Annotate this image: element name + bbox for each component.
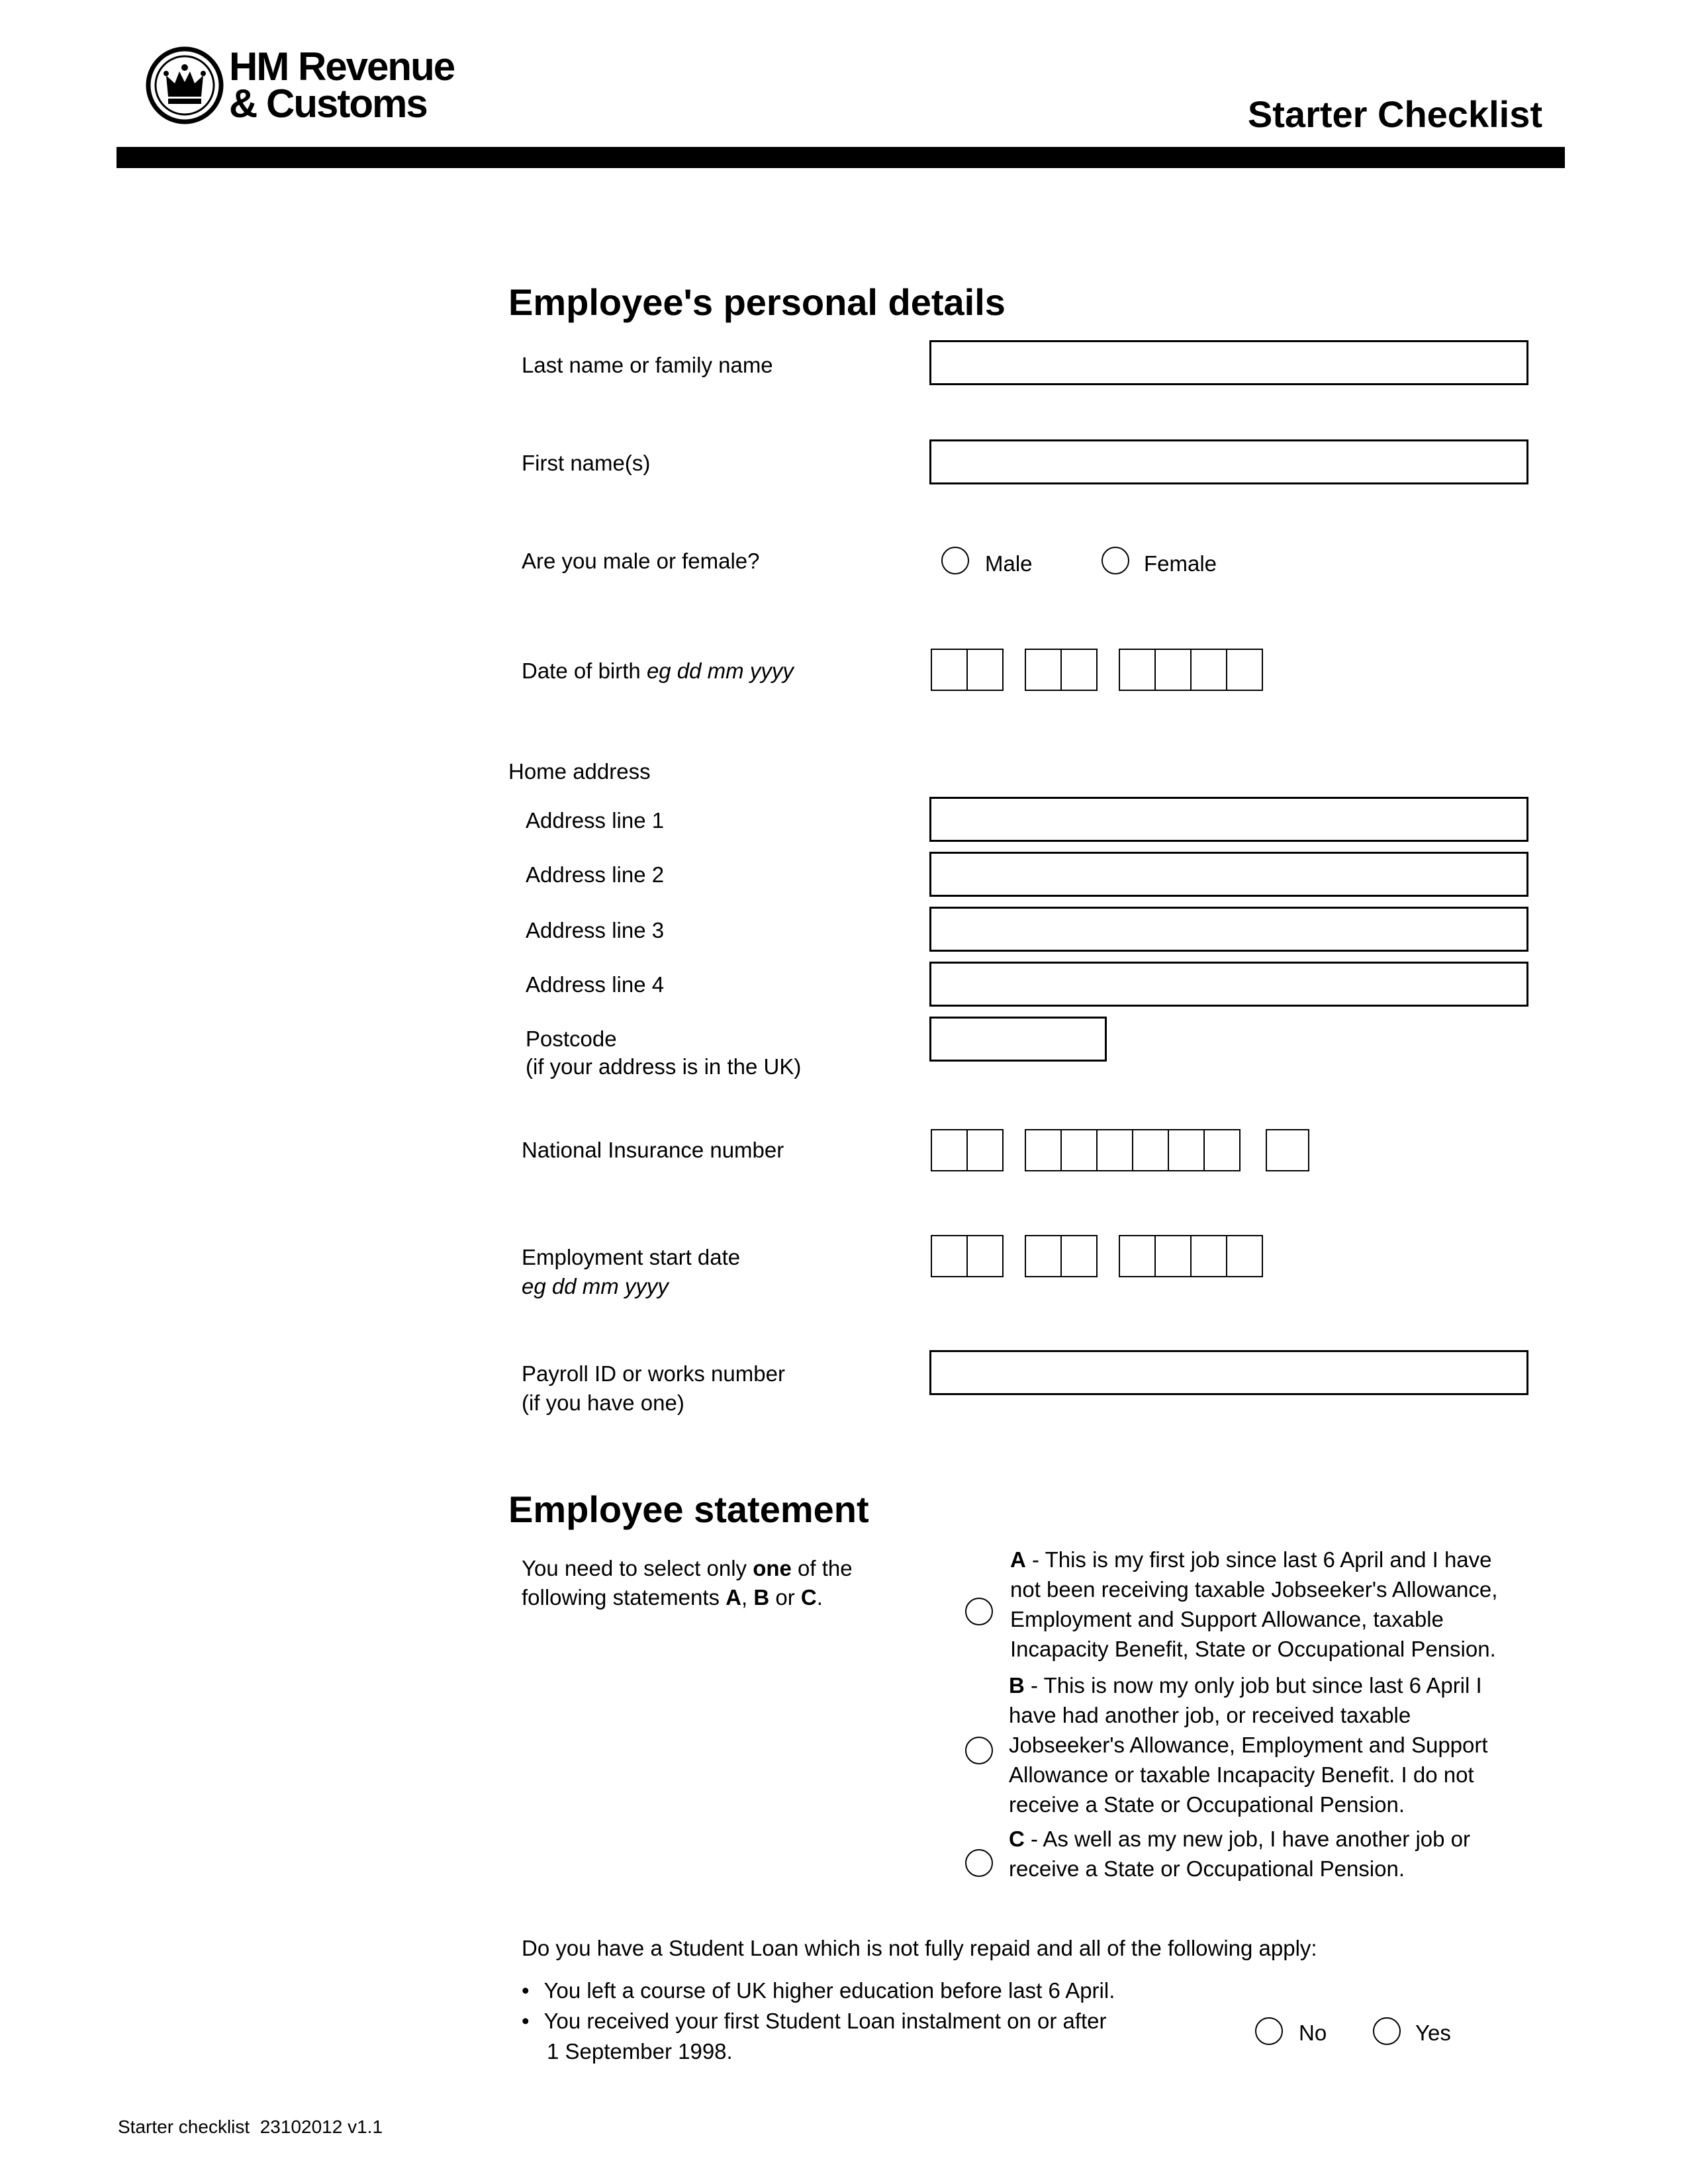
student-loan-yes-radio[interactable]	[1373, 2017, 1401, 2045]
footer-version: Starter checklist 23102012 v1.1	[118, 2116, 383, 2137]
address-line-2-label: Address line 2	[526, 862, 665, 887]
first-name-label: First name(s)	[522, 451, 651, 475]
start-month-cell[interactable]	[1060, 1235, 1098, 1277]
intro-text: or	[769, 1585, 801, 1610]
last-name-field[interactable]	[929, 340, 1528, 385]
address-line-3-field[interactable]	[929, 907, 1528, 952]
bullet-icon: •	[522, 2009, 530, 2033]
address-line-4-field[interactable]	[929, 962, 1528, 1007]
dob-year-cell[interactable]	[1226, 649, 1263, 691]
student-loan-question: Do you have a Student Loan which is not fully repaid and all of the following apply:	[522, 1936, 1317, 1960]
statement-text: - This is my first job since last 6 April and I have	[1025, 1547, 1492, 1572]
ni-digit-cell[interactable]	[1168, 1129, 1205, 1171]
dob-year-cell[interactable]	[1154, 649, 1192, 691]
student-loan-no-label: No	[1299, 2021, 1327, 2045]
statement-line: Employment and Support Allowance, taxable	[1010, 1607, 1444, 1631]
logo-text-line1: HM Revenue	[229, 44, 455, 89]
statement-b-text	[1009, 1670, 1488, 1819]
last-name-label: Last name or family name	[522, 353, 773, 377]
payroll-hint: (if you have one)	[522, 1390, 684, 1415]
intro-text: ,	[741, 1585, 754, 1610]
statement-letter: B	[1009, 1673, 1025, 1698]
intro-text: .	[816, 1585, 823, 1610]
statement-intro-line2	[522, 1583, 853, 1612]
statement-letter: C	[1009, 1827, 1025, 1851]
bullet-text: You received your first Student Loan instalment on or after	[543, 2009, 1107, 2033]
first-name-field[interactable]	[929, 439, 1528, 484]
dob-month-cell[interactable]	[1060, 649, 1098, 691]
statement-line: Allowance or taxable Incapacity Benefit. I do not	[1009, 1762, 1474, 1787]
intro-letter: A	[726, 1585, 741, 1610]
statement-b-radio[interactable]	[965, 1737, 993, 1764]
address-line-1-label: Address line 1	[526, 808, 665, 833]
postcode-label: Postcode	[526, 1026, 617, 1051]
header-rule	[117, 147, 1565, 168]
statement-c-radio[interactable]	[965, 1849, 993, 1877]
gender-male-radio[interactable]	[941, 547, 969, 574]
gender-female-label: Female	[1144, 551, 1217, 576]
ni-prefix-cell[interactable]	[966, 1129, 1004, 1171]
dob-month-cell[interactable]	[1025, 649, 1062, 691]
address-line-4-label: Address line 4	[526, 972, 665, 997]
start-date-hint: eg dd mm yyyy	[522, 1274, 669, 1298]
ni-digit-cell[interactable]	[1096, 1129, 1133, 1171]
start-day-cell[interactable]	[931, 1235, 968, 1277]
statement-line	[1010, 1545, 1497, 1574]
bullet-text: You left a course of UK higher education before last 6 April.	[543, 1978, 1115, 2003]
gender-female-radio[interactable]	[1102, 547, 1129, 574]
ni-digit-cell[interactable]	[1132, 1129, 1169, 1171]
crown-crest-icon	[144, 45, 225, 126]
postcode-field[interactable]	[929, 1017, 1107, 1062]
logo-text-line2: & Customs	[229, 81, 427, 126]
home-address-label: Home address	[508, 759, 651, 784]
start-year-cell[interactable]	[1119, 1235, 1156, 1277]
section-heading-employee-statement: Employee statement	[508, 1488, 869, 1530]
gender-male-label: Male	[985, 551, 1033, 576]
start-year-cell[interactable]	[1154, 1235, 1192, 1277]
address-line-2-field[interactable]	[929, 852, 1528, 897]
start-day-cell[interactable]	[966, 1235, 1004, 1277]
statement-a-radio[interactable]	[965, 1598, 993, 1625]
student-loan-bullet-2-cont: 1 September 1998.	[547, 2039, 733, 2064]
payroll-field[interactable]	[929, 1350, 1528, 1395]
statement-line: have had another job, or received taxable	[1009, 1703, 1411, 1727]
section-heading-personal-details: Employee's personal details	[508, 281, 1006, 323]
dob-day-cell[interactable]	[931, 649, 968, 691]
payroll-label: Payroll ID or works number	[522, 1361, 785, 1386]
statement-line: receive a State or Occupational Pension.	[1009, 1792, 1405, 1817]
ni-digit-cell[interactable]	[1060, 1129, 1098, 1171]
student-loan-bullet-1	[522, 1976, 1115, 2005]
start-date-label: Employment start date	[522, 1245, 741, 1269]
statement-line	[1009, 1670, 1488, 1700]
intro-text: following statements	[522, 1585, 726, 1610]
postcode-hint: (if your address is in the UK)	[526, 1054, 802, 1079]
statement-intro	[522, 1554, 853, 1612]
student-loan-no-radio[interactable]	[1255, 2017, 1283, 2045]
dob-label	[522, 657, 794, 686]
statement-intro-line1	[522, 1554, 853, 1583]
ni-digit-cell[interactable]	[1203, 1129, 1241, 1171]
intro-text: You need to select only	[522, 1556, 753, 1580]
intro-emphasis: one	[753, 1556, 792, 1580]
statement-a-text	[1010, 1545, 1497, 1664]
dob-year-cell[interactable]	[1119, 649, 1156, 691]
student-loan-bullet-2	[522, 2007, 1107, 2036]
ni-suffix-cell[interactable]	[1266, 1129, 1309, 1171]
page-title: Starter Checklist	[1247, 93, 1542, 135]
hmrc-logo	[144, 42, 455, 128]
statement-text: - This is now my only job but since last 6 April I	[1024, 1673, 1482, 1698]
bullet-icon: •	[522, 1978, 530, 2003]
statement-line: receive a State or Occupational Pension.	[1009, 1856, 1405, 1881]
dob-hint: eg dd mm yyyy	[646, 659, 794, 683]
dob-day-cell[interactable]	[966, 649, 1004, 691]
intro-text: of the	[791, 1556, 853, 1580]
statement-letter: A	[1010, 1547, 1026, 1572]
ni-prefix-cell[interactable]	[931, 1129, 968, 1171]
intro-letter: C	[800, 1585, 817, 1610]
start-year-cell[interactable]	[1226, 1235, 1263, 1277]
dob-year-cell[interactable]	[1190, 649, 1227, 691]
address-line-3-label: Address line 3	[526, 918, 665, 942]
statement-line: Jobseeker's Allowance, Employment and Support	[1009, 1733, 1488, 1757]
statement-line: Incapacity Benefit, State or Occupational Pension.	[1010, 1637, 1496, 1661]
ni-number-label: National Insurance number	[522, 1138, 784, 1162]
ni-digit-cell[interactable]	[1025, 1129, 1062, 1171]
start-month-cell[interactable]	[1025, 1235, 1062, 1277]
statement-line	[1009, 1824, 1470, 1854]
address-line-1-field[interactable]	[929, 797, 1528, 842]
dob-label-text: Date of birth	[522, 659, 641, 683]
student-loan-yes-label: Yes	[1415, 2021, 1451, 2045]
statement-text: - As well as my new job, I have another job or	[1024, 1827, 1471, 1851]
start-year-cell[interactable]	[1190, 1235, 1227, 1277]
intro-letter: B	[753, 1585, 770, 1610]
gender-label: Are you male or female?	[522, 549, 760, 573]
statement-line: not been receiving taxable Jobseeker's Allowance,	[1010, 1577, 1498, 1602]
statement-c-text	[1009, 1824, 1470, 1884]
